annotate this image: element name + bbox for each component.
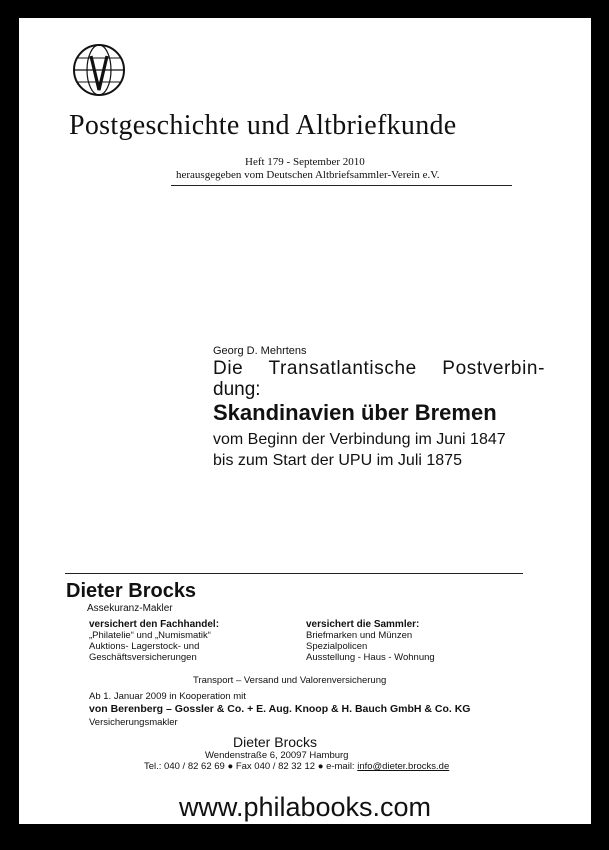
dasv-globe-logo [71, 42, 127, 98]
watermark-url: www.philabooks.com [178, 792, 432, 822]
ad-phone-line [144, 761, 449, 772]
article-subtitle: Skandinavien über Bremen [213, 400, 497, 425]
ad-email-link[interactable]: info@dieter.brocks.de [357, 761, 450, 772]
ad-collectors-column [306, 619, 435, 663]
publisher-line: herausgegeben vom Deutschen Altbriefsammler-Verein e.V. [176, 169, 440, 181]
ad-contact-name: Dieter Brocks [233, 734, 318, 750]
ad-trade-line: Geschäftsversicherungen [89, 652, 197, 663]
article-description-line-2: bis zum Start der UPU im Juli 1875 [213, 452, 462, 469]
article-title-line-2: dung: [213, 379, 261, 400]
ad-phone-fax: Tel.: 040 / 82 62 69 ● Fax 040 / 82 32 12 ● e-mail: [144, 761, 358, 772]
ad-company-name: Dieter Brocks [66, 580, 197, 602]
ad-collectors-line: Briefmarken und Münzen [306, 630, 413, 641]
article-description-line-1: vom Beginn der Verbindung im Juni 1847 [213, 431, 506, 448]
article-author: Georg D. Mehrtens [213, 345, 307, 357]
journal-title: Postgeschichte und Altbriefkunde [69, 110, 457, 141]
ad-partners-line: von Berenberg – Gossler & Co. + E. Aug. Knoop & H. Bauch GmbH & Co. KG [89, 703, 471, 715]
ad-address: Wendenstraße 6, 20097 Hamburg [205, 750, 349, 761]
ad-trade-heading: versichert den Fachhandel: [89, 619, 220, 630]
ad-trade-column [89, 619, 219, 663]
article-title-line-1: Die Transatlantische Postverbin- [213, 358, 545, 379]
ad-broker-line: Versicherungsmakler [89, 717, 178, 728]
ad-collectors-line: Ausstellung - Haus - Wohnung [306, 652, 435, 663]
ad-company-role: Assekuranz-Makler [87, 603, 173, 614]
advertisement-divider [65, 573, 523, 574]
ad-collectors-line: Spezialpolicen [306, 641, 368, 652]
ad-collectors-heading: versichert die Sammler: [306, 619, 420, 630]
ad-cooperation-line: Ab 1. Januar 2009 in Kooperation mit [89, 691, 246, 702]
document-page [19, 18, 591, 824]
issue-line: Heft 179 - September 2010 [245, 156, 365, 168]
ad-trade-line: Auktions- Lagerstock- und [89, 641, 200, 652]
ad-trade-line: „Philatelie“ und „Numismatik“ [89, 630, 211, 641]
header-divider [171, 185, 512, 186]
ad-transport-line: Transport – Versand und Valorenversicherung [193, 675, 387, 686]
